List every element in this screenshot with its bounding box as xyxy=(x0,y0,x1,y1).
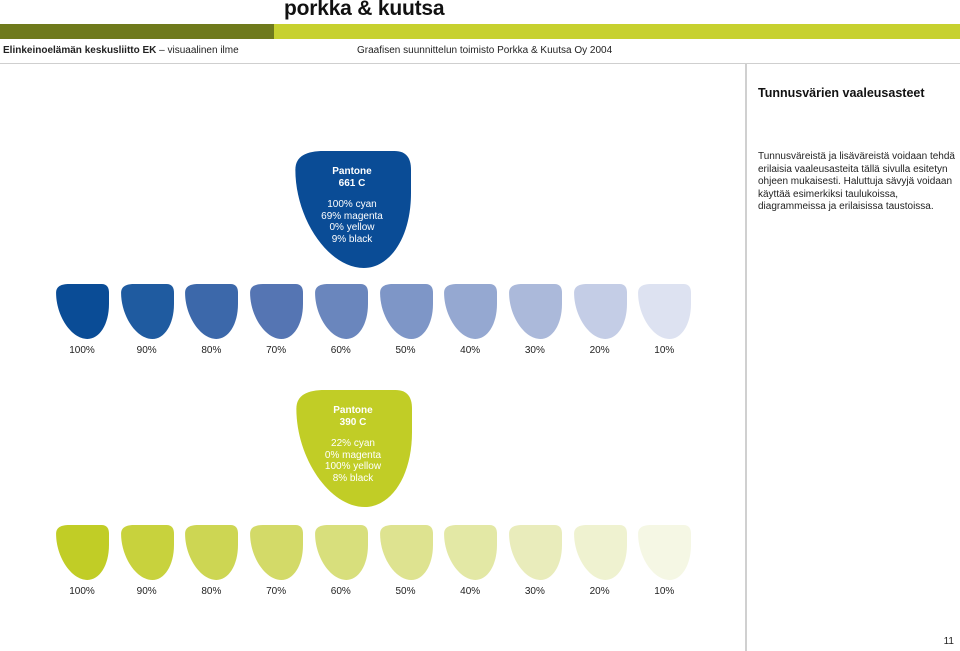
green-shade-swatch xyxy=(573,525,627,580)
green-shade-drop-fill xyxy=(121,525,174,580)
green-shade-drop-shape xyxy=(184,525,238,580)
blue-shade-swatch xyxy=(573,284,627,339)
blue-shade-drop-shape xyxy=(120,284,174,339)
page-number: 11 xyxy=(943,636,954,647)
blue-shade-drop-shape xyxy=(573,284,627,339)
green-shade-drop-shape xyxy=(249,525,303,580)
green-shade-swatch xyxy=(120,525,174,580)
green-cmyk-cyan: 22% cyan xyxy=(331,438,375,449)
blue-cmyk-magenta: 69% magenta xyxy=(321,210,383,222)
blue-shade-label: 50% xyxy=(395,345,416,356)
green-cmyk-yellow: 100% yellow xyxy=(324,461,382,472)
blue-shade-swatch xyxy=(637,284,691,339)
header-olive-stripe xyxy=(0,24,274,39)
blue-shade-label: 80% xyxy=(201,345,222,356)
blue-shade-label: 40% xyxy=(460,345,481,356)
blue-shade-drop-shape xyxy=(184,284,238,339)
green-shade-swatch xyxy=(443,525,497,580)
green-shade-drop-shape xyxy=(508,525,562,580)
green-shade-drop-shape xyxy=(314,525,368,580)
green-shade-swatch xyxy=(637,525,691,580)
blue-shade-drop-fill xyxy=(380,284,433,339)
blue-shade-swatch xyxy=(379,284,433,339)
blue-cmyk-cyan: 100% cyan xyxy=(327,199,377,210)
blue-shade-label: 70% xyxy=(266,345,287,356)
section-description: Tunnusväreistä ja lisäväreistä voidaan tehdä erilaisia vaaleusasteita tällä sivulla esitetyn ohjeen mukaisesti. Haluttuja sävyjä voidaan käyttää esimerkiksi taulukoissa, diagrammeissa ja erilaisissa taustoissa. xyxy=(758,151,955,212)
blue-shade-swatch xyxy=(120,284,174,339)
green-shade-drop-fill xyxy=(574,525,627,580)
brand-title: porkka & kuutsa xyxy=(284,0,445,20)
blue-shades-row xyxy=(0,284,745,344)
blue-shade-swatch xyxy=(55,284,109,339)
green-pantone-label: Pantone xyxy=(333,405,373,416)
green-main-label xyxy=(294,405,412,484)
column-divider xyxy=(745,63,747,651)
green-shade-drop-shape xyxy=(55,525,109,580)
green-shade-label: 50% xyxy=(395,586,416,597)
green-shade-label: 30% xyxy=(524,586,545,597)
blue-shade-drop-fill xyxy=(185,284,238,339)
blue-shade-drop-shape xyxy=(379,284,433,339)
blue-shade-swatch xyxy=(443,284,497,339)
blue-shade-swatch xyxy=(508,284,562,339)
green-shade-label: 90% xyxy=(136,586,157,597)
blue-main-swatch xyxy=(293,151,411,268)
green-shade-drop-shape xyxy=(443,525,497,580)
blue-shade-drop-fill xyxy=(509,284,562,339)
client-line xyxy=(3,45,239,56)
section-title: Tunnusvärien vaaleusasteet xyxy=(758,86,925,100)
green-shade-label: 100% xyxy=(69,586,95,597)
blue-shade-drop-fill xyxy=(444,284,497,339)
green-shade-labels xyxy=(0,586,745,602)
green-shade-label: 40% xyxy=(460,586,481,597)
blue-shade-label: 10% xyxy=(654,345,675,356)
green-shade-swatch xyxy=(314,525,368,580)
blue-main-label xyxy=(293,166,411,245)
blue-cmyk-black: 9% black xyxy=(331,233,373,245)
header-bar xyxy=(0,0,960,39)
blue-shade-drop-shape xyxy=(55,284,109,339)
green-shade-drop-shape xyxy=(379,525,433,580)
blue-shade-drop-fill xyxy=(315,284,368,339)
green-shade-swatch xyxy=(508,525,562,580)
green-shade-swatch xyxy=(184,525,238,580)
blue-shade-swatch xyxy=(314,284,368,339)
blue-shade-drop-shape xyxy=(508,284,562,339)
green-shade-drop-fill xyxy=(638,525,691,580)
green-shade-drop-fill xyxy=(380,525,433,580)
green-shade-drop-fill xyxy=(444,525,497,580)
green-shade-label: 20% xyxy=(589,586,610,597)
blue-shade-drop-shape xyxy=(443,284,497,339)
green-shade-swatch xyxy=(379,525,433,580)
blue-shade-swatch xyxy=(249,284,303,339)
green-shade-label: 60% xyxy=(330,586,351,597)
green-shade-drop-fill xyxy=(315,525,368,580)
blue-shade-labels xyxy=(0,345,745,361)
blue-shade-drop-shape xyxy=(314,284,368,339)
blue-cmyk-yellow: 0% yellow xyxy=(329,222,375,233)
green-shade-drop-fill xyxy=(56,525,109,580)
client-subtitle: – visuaalinen ilme xyxy=(156,45,239,56)
blue-shade-label: 100% xyxy=(69,345,95,356)
blue-shade-label: 60% xyxy=(330,345,351,356)
client-name: Elinkeinoelämän keskusliitto EK xyxy=(3,45,157,56)
green-cmyk-magenta: 0% magenta xyxy=(324,449,382,461)
blue-shade-drop-fill xyxy=(121,284,174,339)
agency-line: Graafisen suunnittelun toimisto Porkka & Kuutsa Oy 2004 xyxy=(357,45,613,56)
green-shade-label: 80% xyxy=(201,586,222,597)
green-shade-label: 10% xyxy=(654,586,675,597)
blue-shade-swatch xyxy=(184,284,238,339)
green-cmyk-black: 8% black xyxy=(332,472,374,484)
blue-pantone-code: 661 C xyxy=(338,177,366,189)
blue-shade-label: 20% xyxy=(589,345,610,356)
blue-shade-label: 30% xyxy=(524,345,545,356)
green-shade-drop-fill xyxy=(185,525,238,580)
green-pantone-code: 390 C xyxy=(339,416,367,428)
blue-shade-drop-fill xyxy=(574,284,627,339)
green-shade-label: 70% xyxy=(266,586,287,597)
blue-shade-drop-shape xyxy=(249,284,303,339)
green-main-swatch xyxy=(294,390,412,507)
green-shade-drop-shape xyxy=(573,525,627,580)
green-shades-row xyxy=(0,525,745,585)
green-shade-swatch xyxy=(55,525,109,580)
header-divider xyxy=(0,63,960,64)
green-shade-drop-shape xyxy=(120,525,174,580)
blue-shade-drop-fill xyxy=(250,284,303,339)
blue-shade-drop-shape xyxy=(637,284,691,339)
green-shade-drop-fill xyxy=(509,525,562,580)
blue-shade-label: 90% xyxy=(136,345,157,356)
blue-pantone-label: Pantone xyxy=(332,166,372,177)
green-shade-drop-fill xyxy=(250,525,303,580)
green-shade-drop-shape xyxy=(637,525,691,580)
header-green-stripe xyxy=(274,24,960,39)
green-shade-swatch xyxy=(249,525,303,580)
blue-shade-drop-fill xyxy=(56,284,109,339)
blue-shade-drop-fill xyxy=(638,284,691,339)
